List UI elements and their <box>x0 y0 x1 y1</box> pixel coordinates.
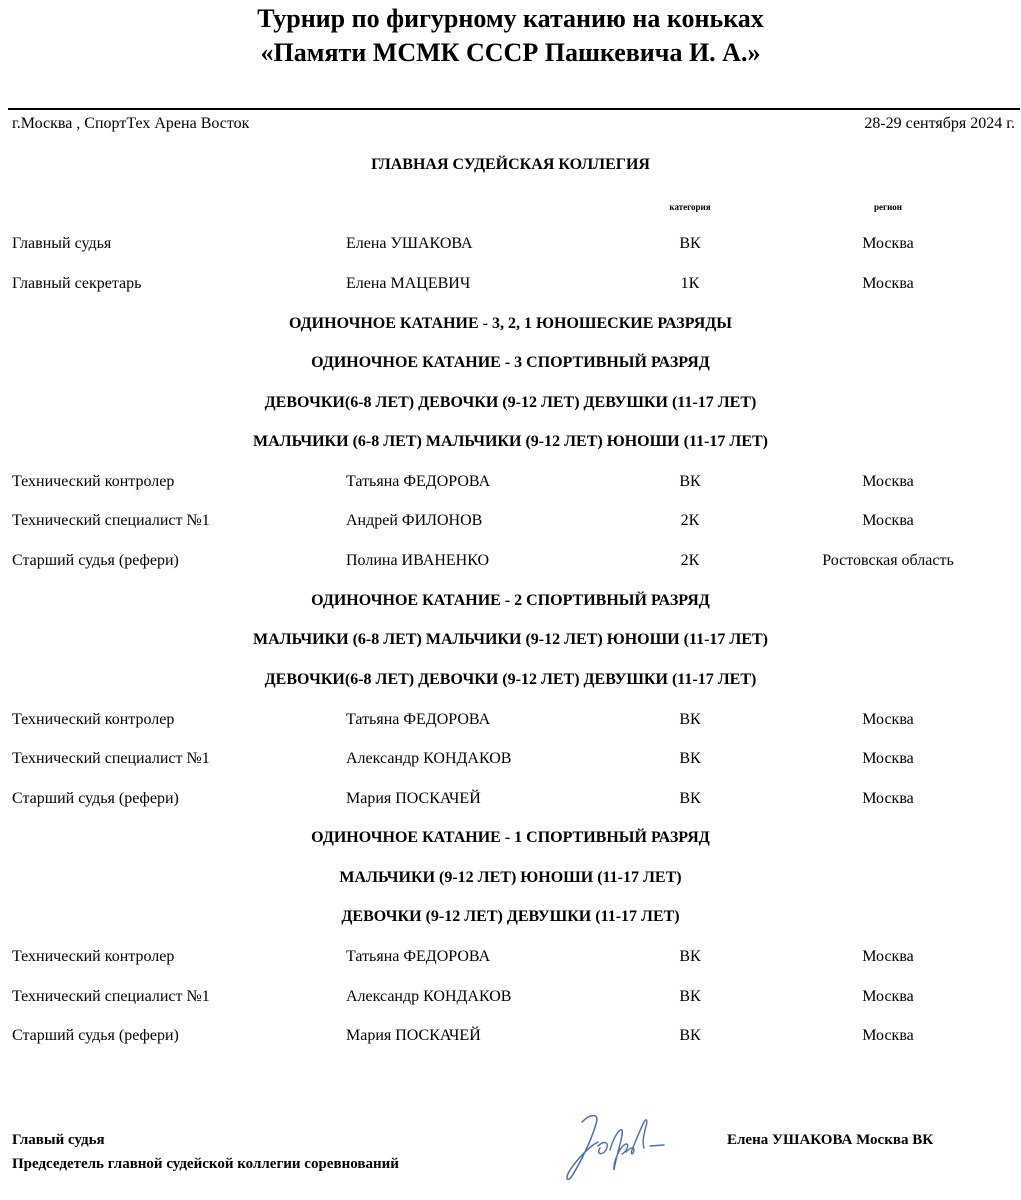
official-name: Елена УШАКОВА <box>346 235 473 252</box>
official-category: ВК <box>679 473 701 490</box>
official-name: Мария ПОСКАЧЕЙ <box>346 790 481 807</box>
section-subheading: МАЛЬЧИКИ (6-8 ЛЕТ) МАЛЬЧИКИ (9-12 ЛЕТ) ЮНОШИ (11-17 ЛЕТ) <box>253 433 768 450</box>
official-row <box>0 234 1021 254</box>
official-region: Москва <box>862 275 914 292</box>
section-subheading: ДЕВОЧКИ (9-12 ЛЕТ) ДЕВУШКИ (11-17 ЛЕТ) <box>341 908 680 925</box>
official-row <box>0 511 1021 531</box>
official-name: Мария ПОСКАЧЕЙ <box>346 1027 481 1044</box>
official-role: Технический контролер <box>12 711 175 728</box>
official-region: Москва <box>862 750 914 767</box>
section-subheading: ДЕВОЧКИ(6-8 ЛЕТ) ДЕВОЧКИ (9-12 ЛЕТ) ДЕВУШКИ (11-17 ЛЕТ) <box>264 671 757 688</box>
official-category: 2К <box>680 512 700 529</box>
official-region: Москва <box>862 1027 914 1044</box>
title-line-2: «Памяти МСМК СССР Пашкевича И. А.» <box>260 38 761 67</box>
official-region: Ростовская область <box>822 552 954 569</box>
official-category: 1К <box>680 275 700 292</box>
footer-subtitle: Председетель главной судейской коллегии соревнований <box>12 1156 399 1172</box>
signature-image <box>560 1100 670 1190</box>
official-row <box>0 551 1021 571</box>
panel-heading: ГЛАВНАЯ СУДЕЙСКАЯ КОЛЛЕГИЯ <box>371 156 650 173</box>
official-name: Андрей ФИЛОНОВ <box>346 512 483 529</box>
footer-signatory: Елена УШАКОВА Москва ВК <box>727 1132 934 1148</box>
official-category: ВК <box>679 235 701 252</box>
official-name: Александр КОНДАКОВ <box>346 750 512 767</box>
official-name: Полина ИВАНЕНКО <box>346 552 490 569</box>
header-divider <box>8 108 1020 110</box>
official-row <box>0 274 1021 294</box>
official-category: 2К <box>680 552 700 569</box>
official-category: ВК <box>679 750 701 767</box>
official-row <box>0 1026 1021 1046</box>
official-region: Москва <box>862 711 914 728</box>
official-category: ВК <box>679 790 701 807</box>
official-category: ВК <box>679 711 701 728</box>
section-heading: ОДИНОЧНОЕ КАТАНИЕ - 3 СПОРТИВНЫЙ РАЗРЯД <box>311 354 710 371</box>
official-name: Татьяна ФЕДОРОВА <box>346 948 491 965</box>
official-row <box>0 749 1021 769</box>
official-role: Технический контролер <box>12 948 175 965</box>
official-row <box>0 987 1021 1007</box>
official-category: ВК <box>679 948 701 965</box>
official-region: Москва <box>862 473 914 490</box>
column-header-region: регион <box>874 202 902 212</box>
section-heading: ОДИНОЧНОЕ КАТАНИЕ - 2 СПОРТИВНЫЙ РАЗРЯД <box>311 592 710 609</box>
official-role: Технический контролер <box>12 473 175 490</box>
document-title <box>0 2 1021 70</box>
official-region: Москва <box>862 988 914 1005</box>
official-role: Главный судья <box>12 235 112 252</box>
official-category: ВК <box>679 1027 701 1044</box>
footer-title: Главый судья <box>12 1132 105 1148</box>
official-region: Москва <box>862 790 914 807</box>
official-region: Москва <box>862 235 914 252</box>
official-category: ВК <box>679 988 701 1005</box>
official-row <box>0 789 1021 809</box>
section-heading: ОДИНОЧНОЕ КАТАНИЕ - 3, 2, 1 ЮНОШЕСКИЕ РАЗРЯДЫ <box>289 315 732 332</box>
official-row <box>0 472 1021 492</box>
section-subheading: МАЛЬЧИКИ (9-12 ЛЕТ) ЮНОШИ (11-17 ЛЕТ) <box>339 869 682 886</box>
official-role: Технический специалист №1 <box>12 988 210 1005</box>
official-name: Александр КОНДАКОВ <box>346 988 512 1005</box>
official-name: Елена МАЦЕВИЧ <box>346 275 471 292</box>
official-name: Татьяна ФЕДОРОВА <box>346 711 491 728</box>
official-row <box>0 947 1021 967</box>
dates-text: 28-29 сентября 2024 г. <box>864 115 1015 132</box>
official-role: Технический специалист №1 <box>12 512 210 529</box>
official-name: Татьяна ФЕДОРОВА <box>346 473 491 490</box>
official-role: Главный секретарь <box>12 275 142 292</box>
official-role: Старший судья (рефери) <box>12 1027 179 1044</box>
official-role: Старший судья (рефери) <box>12 790 179 807</box>
section-subheading: МАЛЬЧИКИ (6-8 ЛЕТ) МАЛЬЧИКИ (9-12 ЛЕТ) ЮНОШИ (11-17 ЛЕТ) <box>253 631 768 648</box>
venue-text: г.Москва , СпортТех Арена Восток <box>12 115 250 132</box>
official-row <box>0 710 1021 730</box>
official-role: Технический специалист №1 <box>12 750 210 767</box>
official-region: Москва <box>862 512 914 529</box>
section-subheading: ДЕВОЧКИ(6-8 ЛЕТ) ДЕВОЧКИ (9-12 ЛЕТ) ДЕВУШКИ (11-17 ЛЕТ) <box>264 394 757 411</box>
official-role: Старший судья (рефери) <box>12 552 179 569</box>
section-heading: ОДИНОЧНОЕ КАТАНИЕ - 1 СПОРТИВНЫЙ РАЗРЯД <box>311 829 710 846</box>
column-header-category: категория <box>669 202 711 212</box>
official-region: Москва <box>862 948 914 965</box>
title-line-1: Турнир по фигурному катанию на коньках <box>257 4 764 33</box>
